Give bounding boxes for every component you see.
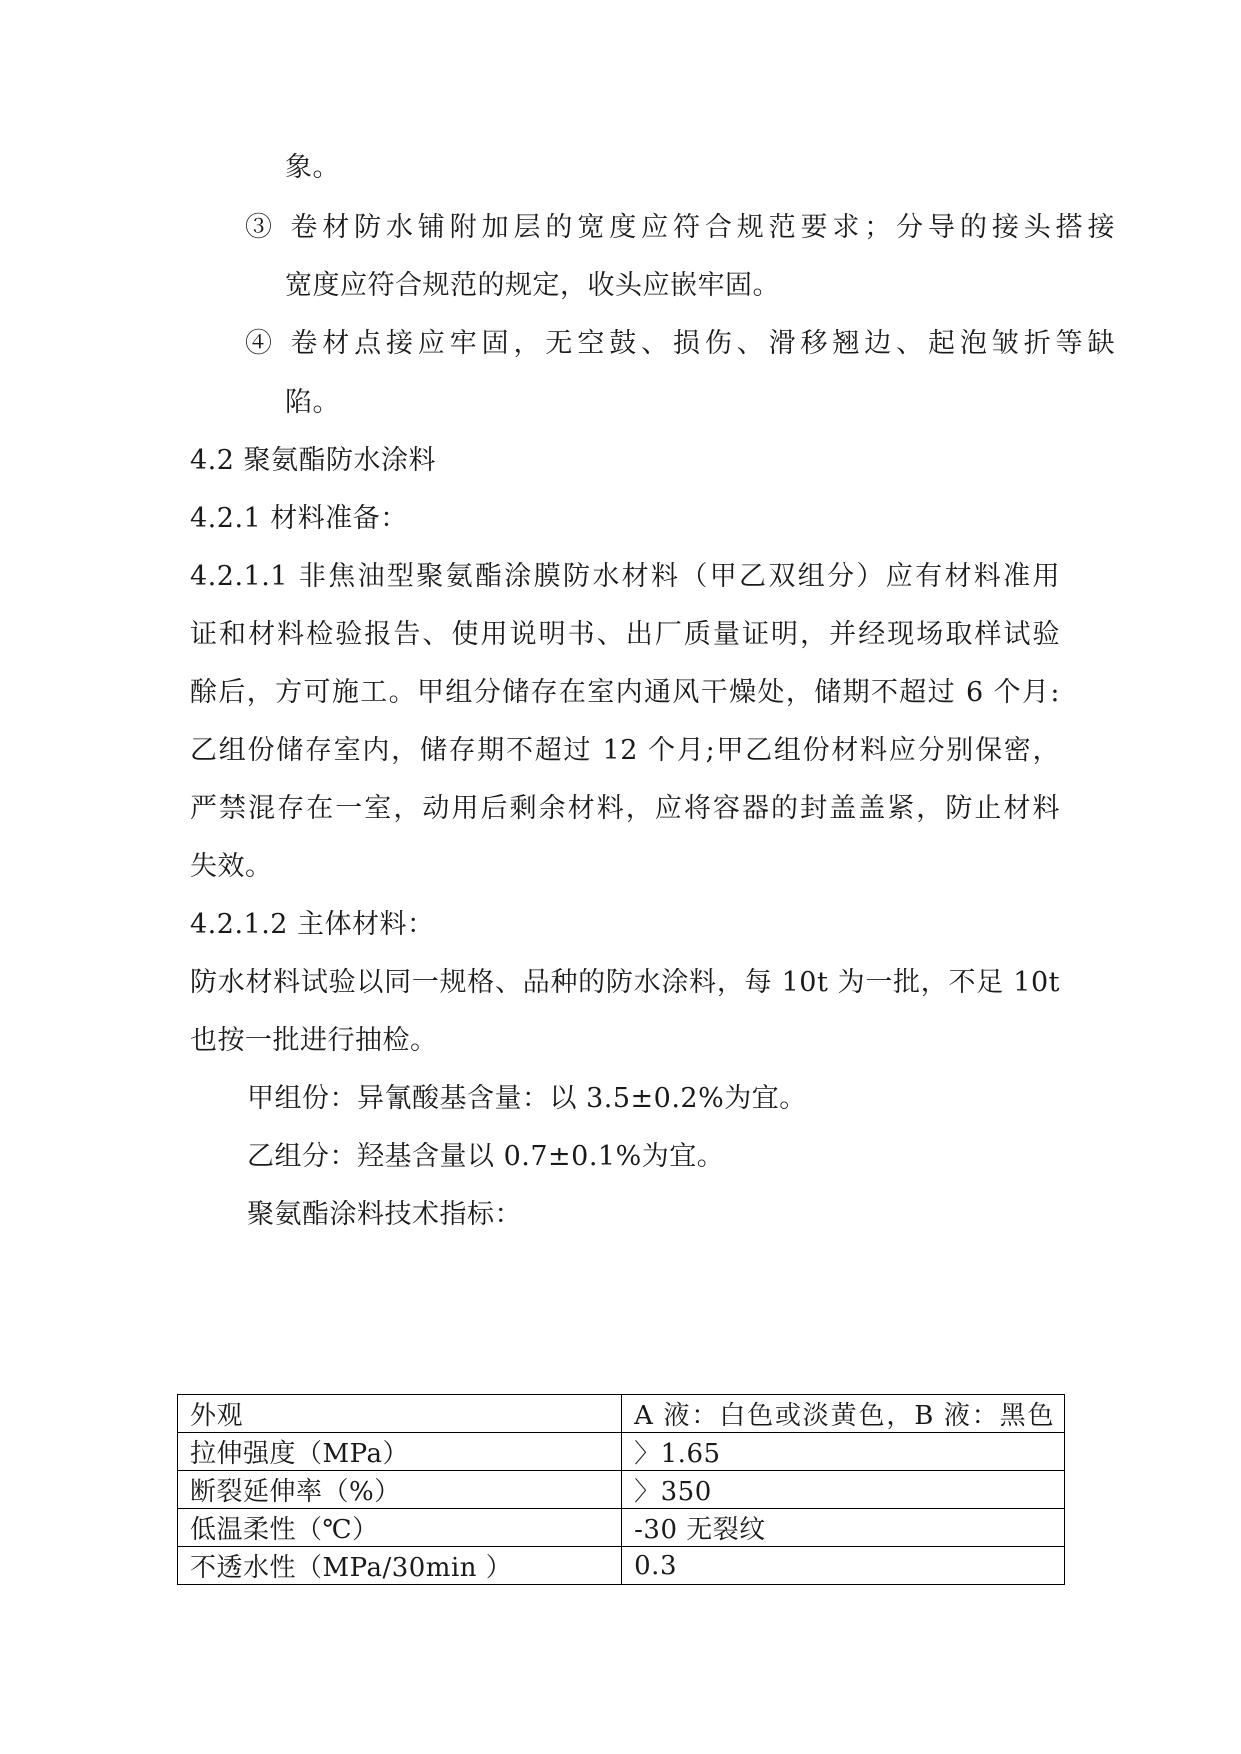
paragraph-line: 证和材料检验报告、使用说明书、出厂质量证明，并经现场取样试验 (190, 619, 1060, 650)
spec-value-cell: 〉350 (622, 1471, 1065, 1509)
spec-table (177, 1394, 1065, 1585)
list-item-4: ④ 卷材点接应牢固，无空鼓、损伤、滑移翘边、起泡皱折等缺 (245, 328, 1115, 359)
paragraph-line: 酴后，方可施工。甲组分储存在室内通风干燥处，储期不超过 6 个月: (190, 677, 1060, 708)
table-row (178, 1509, 1065, 1547)
list-item-3: ③ 卷材防水铺附加层的宽度应符合规范要求；分导的接头搭接 (245, 212, 1115, 243)
list-item-2-end: 象。 (285, 152, 340, 183)
spec-value-cell: 0.3 (622, 1547, 1065, 1585)
spec-name-cell: 外观 (178, 1395, 622, 1433)
spec-value: A 液：白色或淡黄色，B 液：黑色 (634, 1401, 1054, 1431)
table-row (178, 1395, 1065, 1433)
table-row (178, 1471, 1065, 1509)
spec-name-cell: 拉伸强度（MPa） (178, 1433, 622, 1471)
paragraph-line: 乙组份储存室内，储存期不超过 12 个月;甲乙组份材料应分别保密， (190, 735, 1060, 766)
table-row (178, 1433, 1065, 1471)
list-item-3-cont: 宽度应符合规范的规定，收头应嵌牢固。 (285, 270, 780, 301)
spec-value-cell (622, 1395, 1065, 1433)
paragraph-line: 也按一批进行抽检。 (190, 1025, 438, 1056)
subsection-heading-4-2-1: 4.2.1 材料准备： (190, 503, 408, 534)
spec-value-cell: -30 无裂纹 (622, 1509, 1065, 1547)
spec-table-title: 聚氨酯涂料技术指标： (247, 1199, 522, 1230)
spec-value-cell: 〉1.65 (622, 1433, 1065, 1471)
component-b-spec: 乙组分：羟基含量以 0.7±0.1%为宜。 (247, 1141, 725, 1172)
paragraph-line: 防水材料试验以同一规格、品种的防水涂料，每 10t 为一批，不足 10t (190, 967, 1060, 998)
list-item-4-cont: 陷。 (285, 387, 340, 418)
subsection-heading-4-2-1-2: 4.2.1.2 主体材料： (190, 909, 435, 940)
table-row (178, 1547, 1065, 1585)
spec-name-cell: 低温柔性（℃） (178, 1509, 622, 1547)
paragraph-line: 严禁混存在一室，动用后剩余材料，应将容器的封盖盖紧，防止材料 (190, 793, 1060, 824)
spec-name-cell: 不透水性（MPa/30min ） (178, 1547, 622, 1585)
section-heading-4-2: 4.2 聚氨酯防水涂料 (190, 445, 437, 476)
paragraph-line: 失效。 (190, 851, 273, 882)
paragraph-line: 4.2.1.1 非焦油型聚氨酯涂膜防水材料（甲乙双组分）应有材料准用 (190, 561, 1060, 592)
component-a-spec: 甲组份：异氰酸基含量：以 3.5±0.2%为宜。 (247, 1083, 807, 1114)
spec-name-cell: 断裂延伸率（%） (178, 1471, 622, 1509)
